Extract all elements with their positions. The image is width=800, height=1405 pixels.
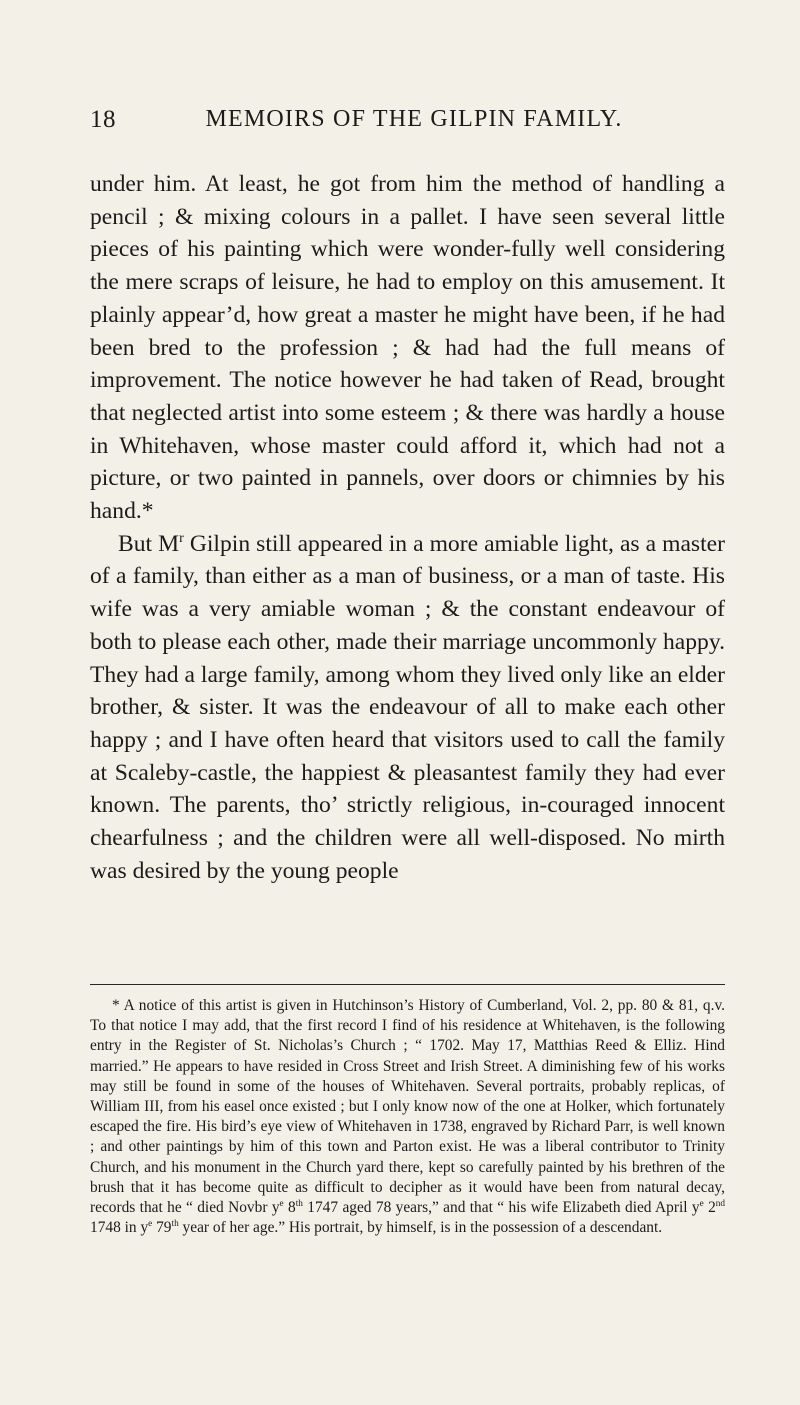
paragraph: under him. At least, he got from him the method of handling a pencil ; & mixing colours in a pallet. I have seen several little pieces of his painting which were wonder-fully well considering the mere scraps of leisure, he had to employ on this amusement. It plainly appear’d, how great a master he might have been, if he had been bred to the profession ; & had had the full means of improvement. The notice however he had taken of Read, brought that neglected artist into some esteem ; & there was hardly a house in Whitehaven, whose master could afford it, which had not a picture, or two painted in pannels, over doors or chimnies by his hand.* <box>90 171 725 525</box>
superscript: r <box>179 529 184 546</box>
superscript: e <box>699 1197 704 1208</box>
footnote-text: year of her age.” His portrait, by himself, is in the possession of a descendant. <box>178 1219 663 1237</box>
page-header <box>0 106 800 140</box>
footnote-text: * A notice of this artist is given in Hutchinson’s History of Cumberland, Vol. 2, pp. 80 & 81, q.v. To that notice I may add, that the first record I find of his residence at Whitehaven, is the following entry in the Register of St. Nicholas’s Church ; “ 1702. May 17, Matthias Reed & Elliz. Hind married.” He appears to have resided in Cross Street and Irish Street. A diminishing few of his works may still be found in some of the houses of Whitehaven. Several portraits, probably replicas, of William III, from his easel once existed ; but I only know now of the one at Holker, which fortunately escaped the fire. His bird’s eye view of Whitehaven in 1738, engraved by Richard Parr, is well known ; and other paintings by him of this town and Parton exist. He was a liberal contributor to Trinity Church, and his monument in the Church yard there, kept so carefully painted by his brethren of the brush that it has become quite as difficult to decipher as it would have been from natural decay, records that he “ died Novbr y <box>90 997 725 1217</box>
superscript: e <box>148 1218 153 1229</box>
footnote-text: 1748 in y <box>90 1219 149 1237</box>
paragraph <box>90 528 725 888</box>
superscript: th <box>295 1197 303 1208</box>
main-text <box>90 168 725 887</box>
footnote-text: 79 <box>152 1219 172 1237</box>
superscript: e <box>279 1197 284 1208</box>
page-number: 18 <box>90 106 116 133</box>
footnote-text: 8 <box>283 1199 296 1217</box>
superscript: nd <box>715 1197 726 1208</box>
footnote-rule <box>90 984 725 985</box>
footnote-text: 2 <box>703 1199 716 1217</box>
text-span: Gilpin still appeared in a more amiable light, as a master of a family, than either as a man of business, or a man of taste. His wife was a very amiable woman ; & the constant endeavour of both to please each other, made their marriage uncommonly happy. They had a large family, among whom they lived only like an elder brother, & sister. It was the endeavour of all to make each other happy ; and I have often heard that visitors used to call the family at Scaleby-castle, the happiest & pleasantest family they had ever known. The parents, tho’ strictly religious, in-couraged innocent chearfulness ; and the children were all well-disposed. No mirth was desired by the young people <box>90 530 725 884</box>
text-span: But M <box>118 530 180 557</box>
footnote-text: 1747 aged 78 years,” and that “ his wife Elizabeth died April y <box>302 1199 700 1217</box>
running-head: MEMOIRS OF THE GILPIN FAMILY. <box>205 106 623 132</box>
superscript: th <box>171 1218 179 1229</box>
footnote <box>90 996 725 1238</box>
